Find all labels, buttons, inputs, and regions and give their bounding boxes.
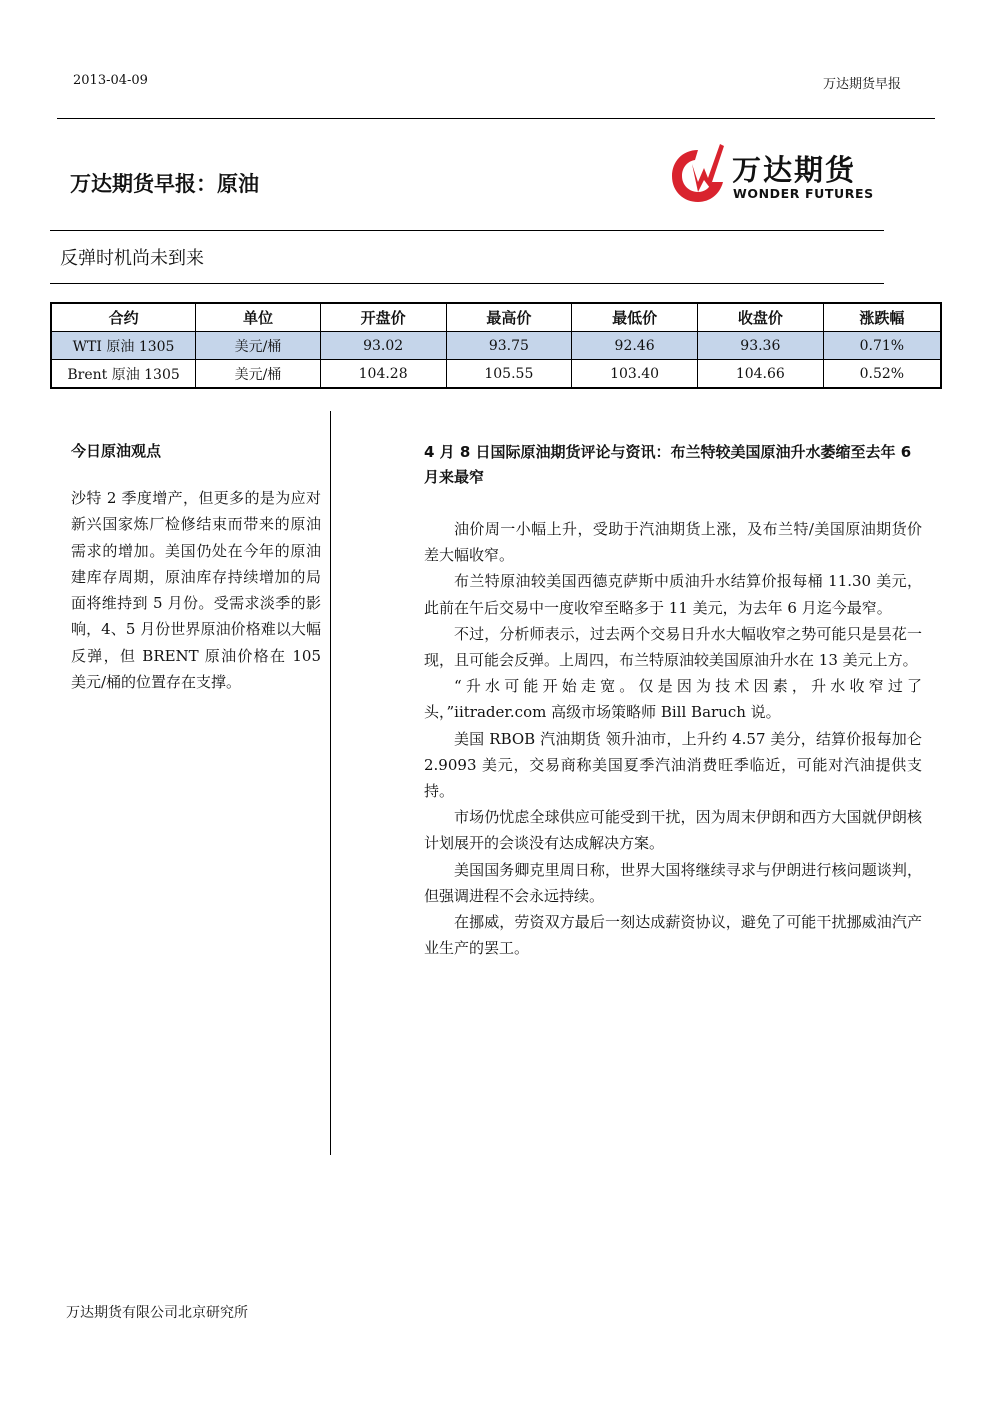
outlook-section — [71, 440, 321, 695]
news-paragraph: 不过，分析师表示，过去两个交易日升水大幅收窄之势可能只是昙花一现，且可能会反弹。上周四，布兰特原油较美国原油升水在 13 美元上方。 — [424, 624, 922, 670]
cell-contract: WTI 原油 1305 — [51, 332, 196, 360]
logo-cn-text: 万达期货 — [732, 153, 857, 187]
report-title: 万达期货早报：原油 — [70, 172, 259, 196]
column-divider — [330, 411, 331, 1155]
cell-high: 105.55 — [446, 360, 572, 389]
footer-company: 万达期货有限公司北京研究所 — [66, 1305, 248, 1321]
news-paragraph: 市场仍忧虑全球供应可能受到干扰，因为周末伊朗和西方大国就伊朗核计划展开的会谈没有达成解决方案。 — [424, 808, 922, 853]
header-brand: 万达期货早报 — [822, 77, 901, 92]
cell-close: 93.36 — [697, 332, 823, 360]
report-subtitle: 反弹时机尚未到来 — [60, 248, 204, 269]
col-open: 开盘价 — [320, 303, 446, 332]
cell-close: 104.66 — [697, 360, 823, 389]
col-change: 涨跌幅 — [823, 303, 941, 332]
cell-low: 103.40 — [572, 360, 698, 389]
cell-low: 92.46 — [572, 332, 698, 360]
table-row — [51, 332, 941, 360]
table-header-row — [51, 303, 941, 332]
news-paragraph: 油价周一小幅上升，受助于汽油期货上涨，及布兰特/美国原油期货价差大幅收窄。 — [424, 520, 922, 565]
price-table — [50, 302, 942, 389]
table-row — [51, 360, 941, 389]
news-section — [424, 440, 922, 961]
title-rule-bottom — [50, 283, 884, 284]
cell-unit: 美元/桶 — [196, 332, 321, 360]
header-rule — [57, 118, 935, 119]
col-low: 最低价 — [572, 303, 698, 332]
col-high: 最高价 — [446, 303, 572, 332]
news-heading: 4 月 8 日国际原油期货评论与资讯：布兰特较美国原油升水萎缩至去年 6 月来最窄 — [424, 443, 912, 486]
cell-open: 104.28 — [320, 360, 446, 389]
cell-unit: 美元/桶 — [196, 360, 321, 389]
logo-mark-icon — [668, 142, 728, 206]
news-paragraph: 在挪威，劳资双方最后一刻达成薪资协议，避免了可能干扰挪威油汽产业生产的罢工。 — [424, 913, 922, 958]
header-date: 2013-04-09 — [73, 73, 148, 88]
outlook-heading: 今日原油观点 — [71, 442, 162, 460]
cell-high: 93.75 — [446, 332, 572, 360]
news-paragraph: “升水可能开始走宽。仅是因为技术因素，升水收窄过了头，”iitrader.com 高级市场策略师 Bill Baruch 说。 — [424, 677, 922, 722]
cell-contract: Brent 原油 1305 — [51, 360, 196, 389]
outlook-body: 沙特 2 季度增产，但更多的是为应对新兴国家炼厂检修结束而带来的原油需求的增加。美国仍处在今年的原油建库存周期，原油库存持续增加的局面将维持到 5 月份。受需求淡季的影响，4、5 月份世界原油价格难以大幅反弹，但 BRENT 原油价格在 105 美元/桶的位置存在支撑。 — [71, 489, 321, 692]
cell-change: 0.52% — [823, 360, 941, 389]
title-rule-top — [50, 230, 884, 231]
cell-change: 0.71% — [823, 332, 941, 360]
col-unit: 单位 — [196, 303, 321, 332]
news-paragraph: 美国国务卿克里周日称，世界大国将继续寻求与伊朗进行核问题谈判，但强调进程不会永远持续。 — [424, 860, 922, 905]
company-logo — [668, 142, 883, 206]
news-paragraph: 美国 RBOB 汽油期货 领升油市，上升约 4.57 美分，结算价报每加仑 2.9093 美元，交易商称美国夏季汽油消费旺季临近，可能对汽油提供支持。 — [424, 729, 922, 801]
logo-en-text: WONDER FUTURES — [733, 186, 874, 201]
col-close: 收盘价 — [697, 303, 823, 332]
col-contract: 合约 — [51, 303, 196, 332]
news-paragraph: 布兰特原油较美国西德克萨斯中质油升水结算价报每桶 11.30 美元，此前在午后交易中一度收窄至略多于 11 美元，为去年 6 月迄今最窄。 — [424, 572, 922, 617]
cell-open: 93.02 — [320, 332, 446, 360]
